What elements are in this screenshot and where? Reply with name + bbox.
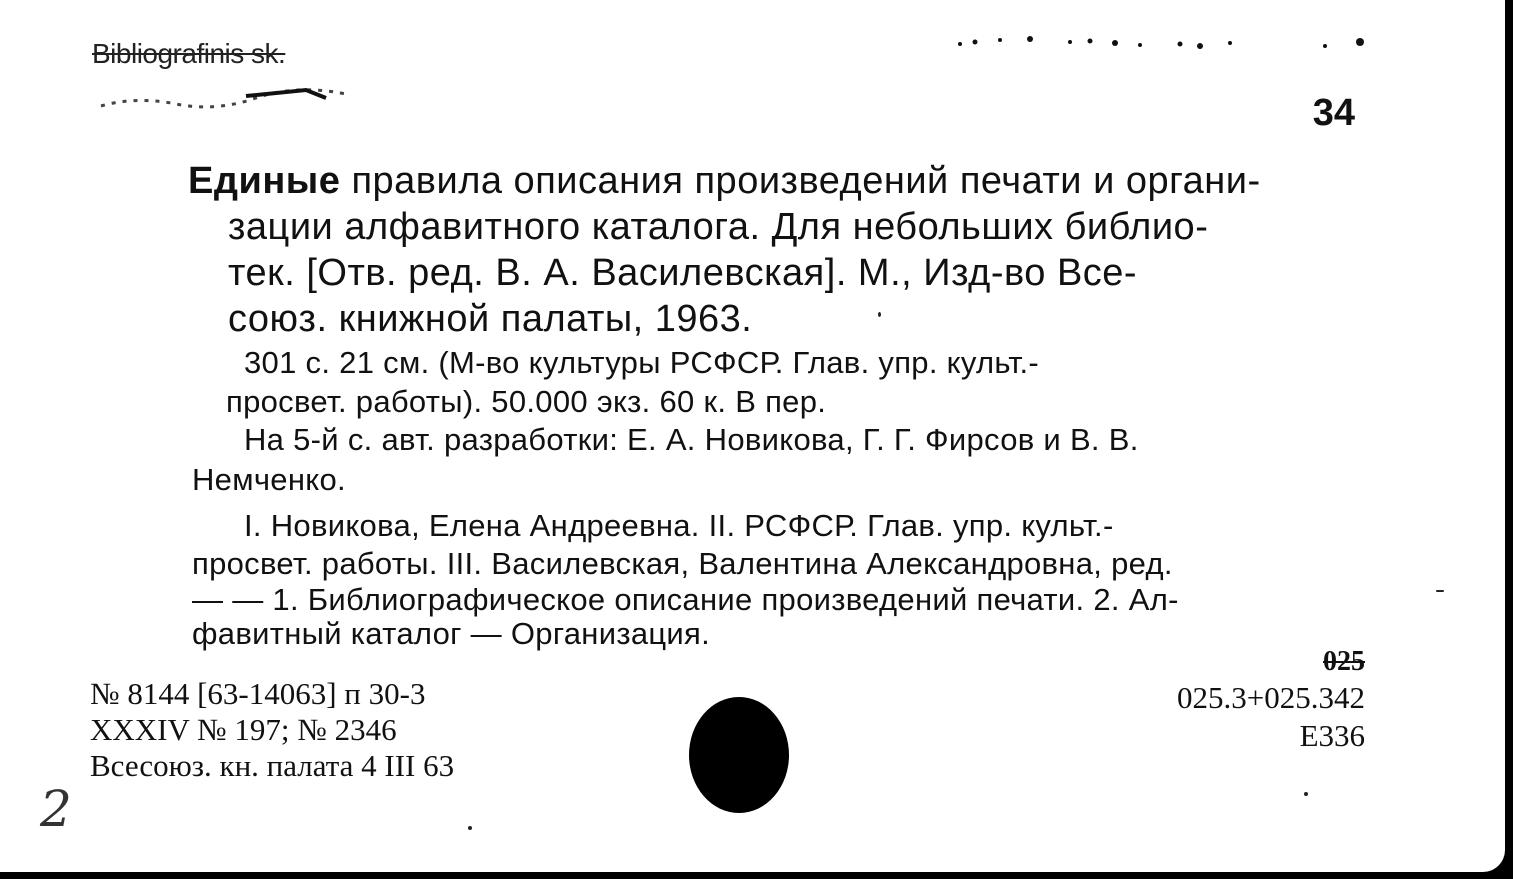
tracing-line-3: — — 1. Библиографическое описание произведений печати. 2. Ал- [192, 582, 1179, 617]
speck [1436, 590, 1444, 592]
note-line-cont: Немченко. [192, 462, 346, 497]
card-number: 34 [1312, 92, 1355, 134]
note-line: На 5-й с. авт. разработки: Е. А. Новикова, Г. Г. Фирсов и В. В. [244, 422, 1139, 457]
physical-description-cont: просвет. работы). 50.000 экз. 60 к. В пер. [226, 384, 827, 419]
tracing-line-1: I. Новикова, Елена Андреевна. II. РСФСР. Глав. упр. культ.- [244, 508, 1114, 543]
entry-line-2: зации алфавитного каталога. Для небольших библио- [228, 206, 1209, 248]
entry-line-3: тек. [Отв. ред. В. А. Василевская]. М., Изд-во Все- [228, 252, 1138, 294]
physical-description: 301 с. 21 см. (М-во культуры РСФСР. Глав. упр. культ.- [244, 345, 1039, 380]
handwritten-mark: 2 [40, 780, 72, 838]
entry-line-1 [188, 160, 1261, 203]
card-publisher-line: Всесоюз. кн. палата 4 III 63 [90, 748, 455, 783]
struck-classification: 025 [1323, 646, 1365, 677]
stamp-smudge [96, 76, 356, 116]
card-order-number: № 8144 [63-14063] п 30-3 [90, 676, 426, 711]
tracing-line-4: фавитный каталог — Организация. [192, 616, 711, 651]
entry-text: правила описания произведений печати и органи- [351, 160, 1261, 202]
entry-heading: Единые [188, 160, 341, 202]
tracing-line-2: просвет. работы. III. Василевская, Валентина Александровна, ред. [192, 546, 1173, 581]
author-mark: Е336 [1299, 718, 1365, 753]
speck [1304, 792, 1308, 796]
speck [878, 312, 881, 317]
speck [468, 826, 472, 830]
scan-noise [940, 30, 1380, 54]
entry-line-4: союз. книжной палаты, 1963. [228, 298, 753, 340]
punch-hole [689, 697, 789, 813]
card-register-number: XXXIV № 197; № 2346 [90, 712, 397, 747]
library-stamp: Bibliografinis sk. [92, 38, 286, 69]
udc-classification: 025.3+025.342 [1177, 680, 1365, 715]
